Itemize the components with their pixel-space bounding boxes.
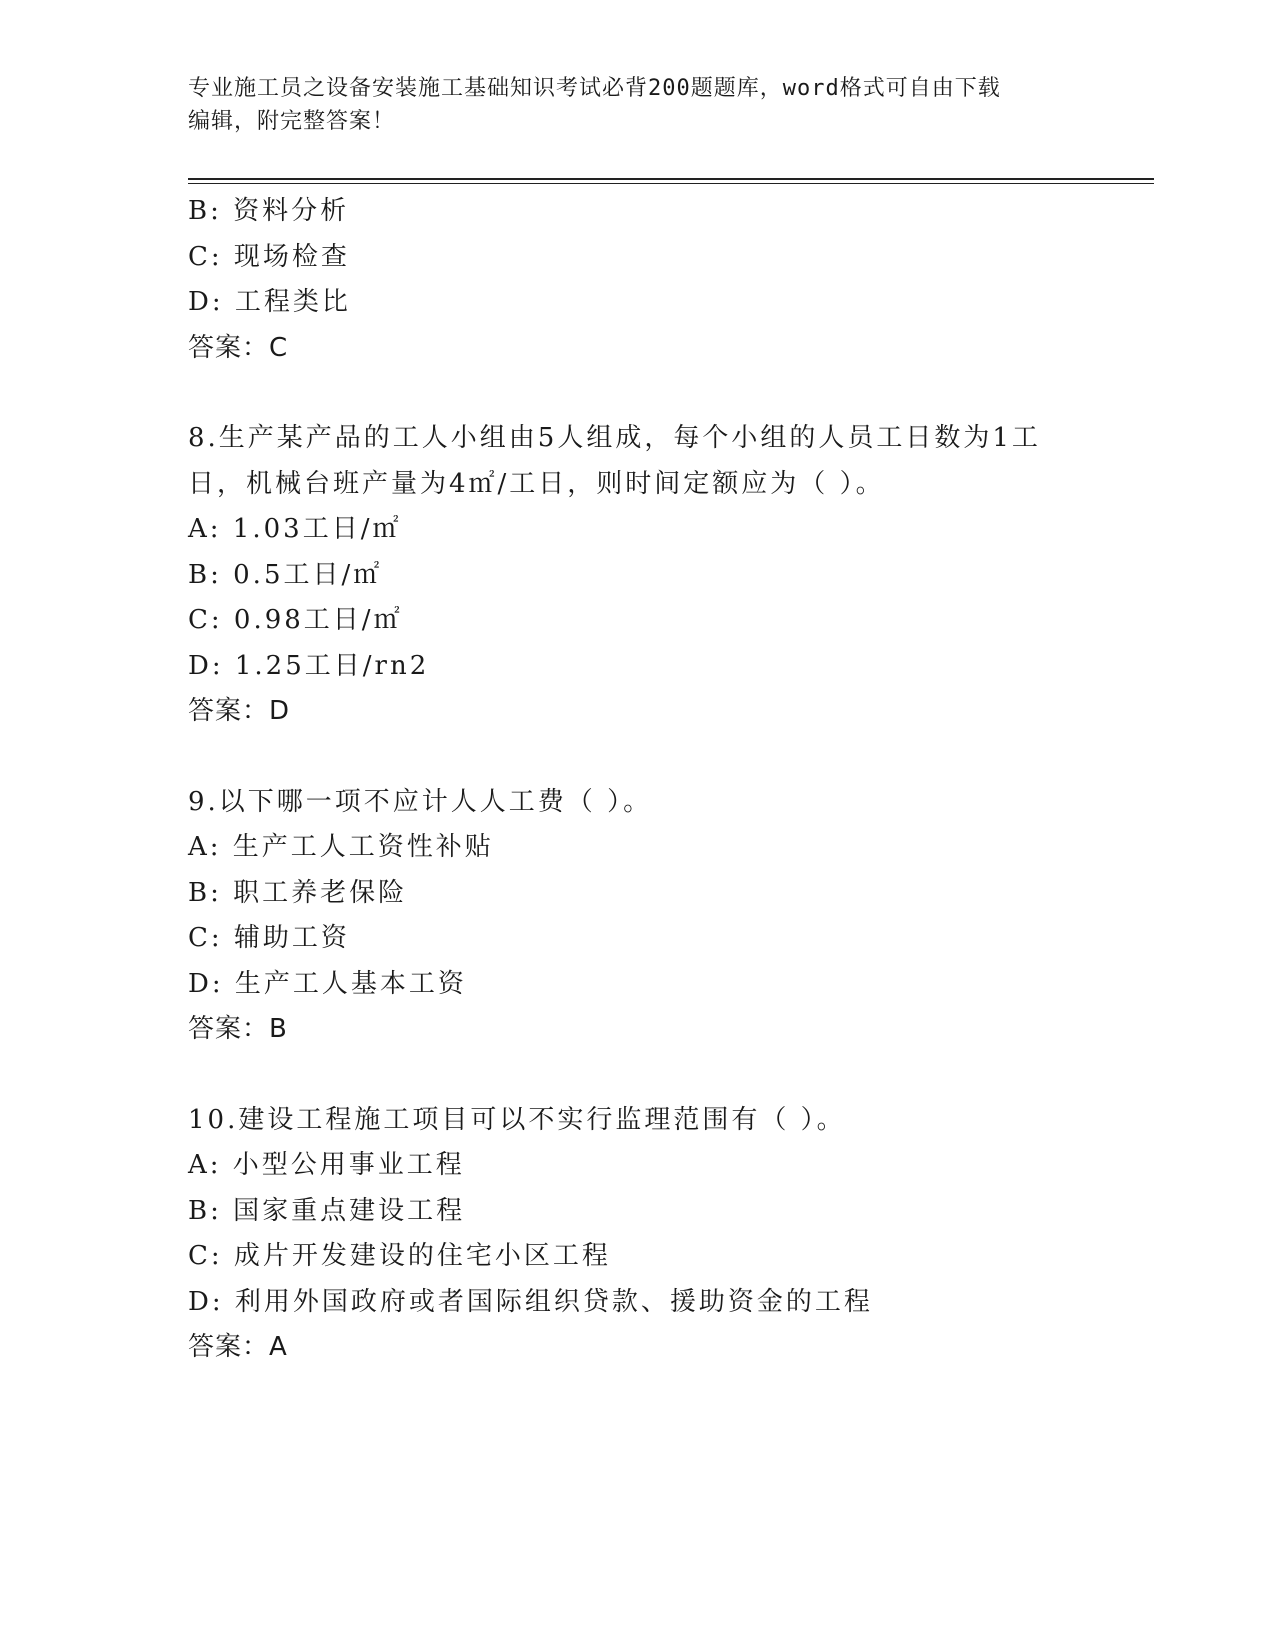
question-7-continued [188,189,1088,371]
question-stem-line: 8.生产某产品的工人小组由5人组成，每个小组的人员工日数为1工 [188,423,1041,453]
document-header [188,72,1068,138]
option-c: C: 辅助工资 [188,923,350,953]
question-stem-line: 日，机械台班产量为4㎡/工日，则时间定额应为（ ）。 [188,468,885,499]
question-8 [188,416,1088,735]
spacer [188,1053,1088,1098]
question-9 [188,780,1088,1053]
option-d: D: 生产工人基本工资 [188,968,467,999]
option-b: B: 职工养老保险 [188,877,408,908]
option-d: D: 利用外国政府或者国际组织贷款、援助资金的工程 [188,1286,873,1317]
question-10 [188,1098,1088,1371]
question-stem-line: 10.建设工程施工项目可以不实行监理范围有（ ）。 [188,1104,846,1135]
option-a: A: 生产工人工资性补贴 [188,832,494,862]
option-c: C: 0.98工日/㎡ [188,605,403,635]
answer-label: 答案：A [188,1332,288,1362]
option-b: B: 资料分析 [188,196,350,226]
header-divider-thick [188,178,1154,180]
spacer [188,735,1088,780]
option-a: A: 小型公用事业工程 [188,1150,465,1180]
header-line-2: 编辑，附完整答案！ [188,109,396,134]
answer-label: 答案：B [188,1014,288,1044]
option-c: C: 现场检查 [188,241,350,272]
option-c: C: 成片开发建设的住宅小区工程 [188,1241,611,1271]
spacer [188,371,1088,416]
option-b: B: 国家重点建设工程 [188,1195,466,1226]
question-stem-line: 9.以下哪一项不应计人人工费（ ）。 [188,786,653,817]
option-d: D: 1.25工日/rn2 [188,650,430,681]
question-list [188,189,1088,1371]
option-a: A: 1.03工日/㎡ [188,514,402,544]
option-b: B: 0.5工日/㎡ [188,559,383,590]
answer-label: 答案：C [188,332,289,363]
answer-label: 答案：D [188,696,291,726]
header-line-1: 专业施工员之设备安装施工基础知识考试必背200题题库，word格式可自由下载 [188,76,1001,101]
header-divider-thin [188,183,1154,184]
option-d: D: 工程类比 [188,287,351,317]
